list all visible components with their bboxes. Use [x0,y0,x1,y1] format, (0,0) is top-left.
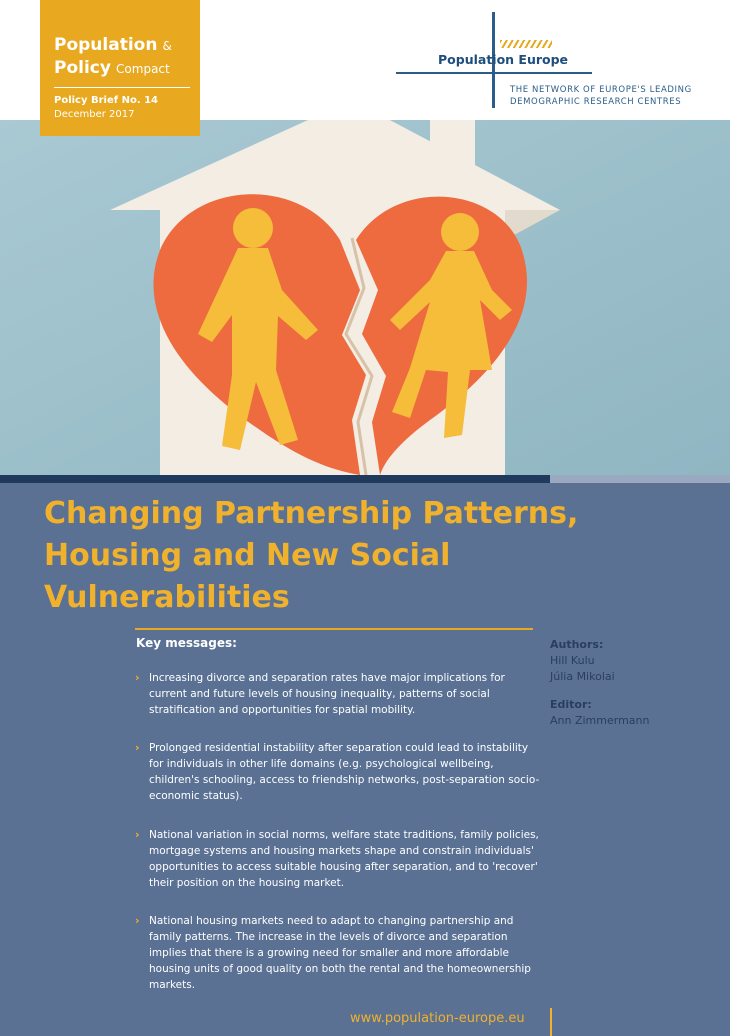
logo-name: Population Europe [438,52,569,67]
series-title-line2 [54,57,200,80]
logo-tagline-line1: THE NETWORK OF EUROPE'S LEADING [510,85,692,95]
footer-website-link[interactable]: www.population-europe.eu [350,1011,525,1026]
title-line-3: Vulnerabilities [44,580,290,615]
editor-name: Ann Zimmermann [550,714,650,727]
series-label-box [40,0,200,136]
author-name: Júlia Mikolai [550,670,615,683]
credits-spacer [550,685,720,697]
key-message-item [135,740,545,804]
brief-number: Policy Brief No. 14 [54,95,159,106]
series-title-ampersand: & [162,39,172,53]
chevron-right-icon: › [135,741,140,754]
page-title [44,493,704,619]
logo-horizontal-bar [396,72,592,74]
key-message-text: National housing markets need to adapt to changing partnership and family patterns. The increase in the levels of divorce and separation implies that there is a growing need for smaller and more affordable housing units of good quality on both the rental and the homeownership markets. [149,915,531,991]
key-messages-heading: Key messages: [136,636,237,650]
title-line-2: Housing and New Social [44,538,451,573]
footer-accent-bar [550,1008,552,1036]
series-title-line1 [54,34,200,57]
cover-photo [0,120,730,475]
editor-label: Editor: [550,698,592,711]
series-title-compact: Compact [116,62,170,76]
key-message-text: Increasing divorce and separation rates have major implications for current and future levels of housing inequality, patterns of social stratification and opportunities for spatial mobility. [149,672,505,716]
key-message-item [135,827,545,891]
key-messages-divider [135,628,533,630]
key-message-item [135,913,545,993]
key-message-item [135,670,545,718]
logo-hatch-accent [500,40,552,48]
logo-tagline-line2: DEMOGRAPHIC RESEARCH CENTRES [510,97,682,107]
authors-label: Authors: [550,638,604,651]
photo-bottom-band-accent [550,475,730,483]
series-title-policy: Policy [54,58,111,78]
series-title-population: Population [54,35,158,55]
key-message-text: Prolonged residential instability after separation could lead to instability for individuals in other life domains (e.g. psychological wellbeing, children's schooling, access to friendship networks, post-separation socio-economic status). [149,742,540,802]
chevron-right-icon: › [135,914,140,927]
brief-date: December 2017 [54,109,135,120]
logo-tagline [510,84,692,108]
paper-chimney [430,120,475,165]
author-name: Hill Kulu [550,654,595,667]
population-europe-logo[interactable] [396,10,716,110]
key-message-text: National variation in social norms, welfare state traditions, family policies, mortgage systems and housing markets shape and constrain individuals' opportunities to access suitable housing after separation, and to 'recover' their position on the housing market. [149,829,539,889]
cover-illustration [0,120,730,475]
credits-sidebar [550,637,720,729]
chevron-right-icon: › [135,671,140,684]
chevron-right-icon: › [135,828,140,841]
series-divider [54,87,190,88]
title-line-1: Changing Partnership Patterns, [44,496,579,531]
